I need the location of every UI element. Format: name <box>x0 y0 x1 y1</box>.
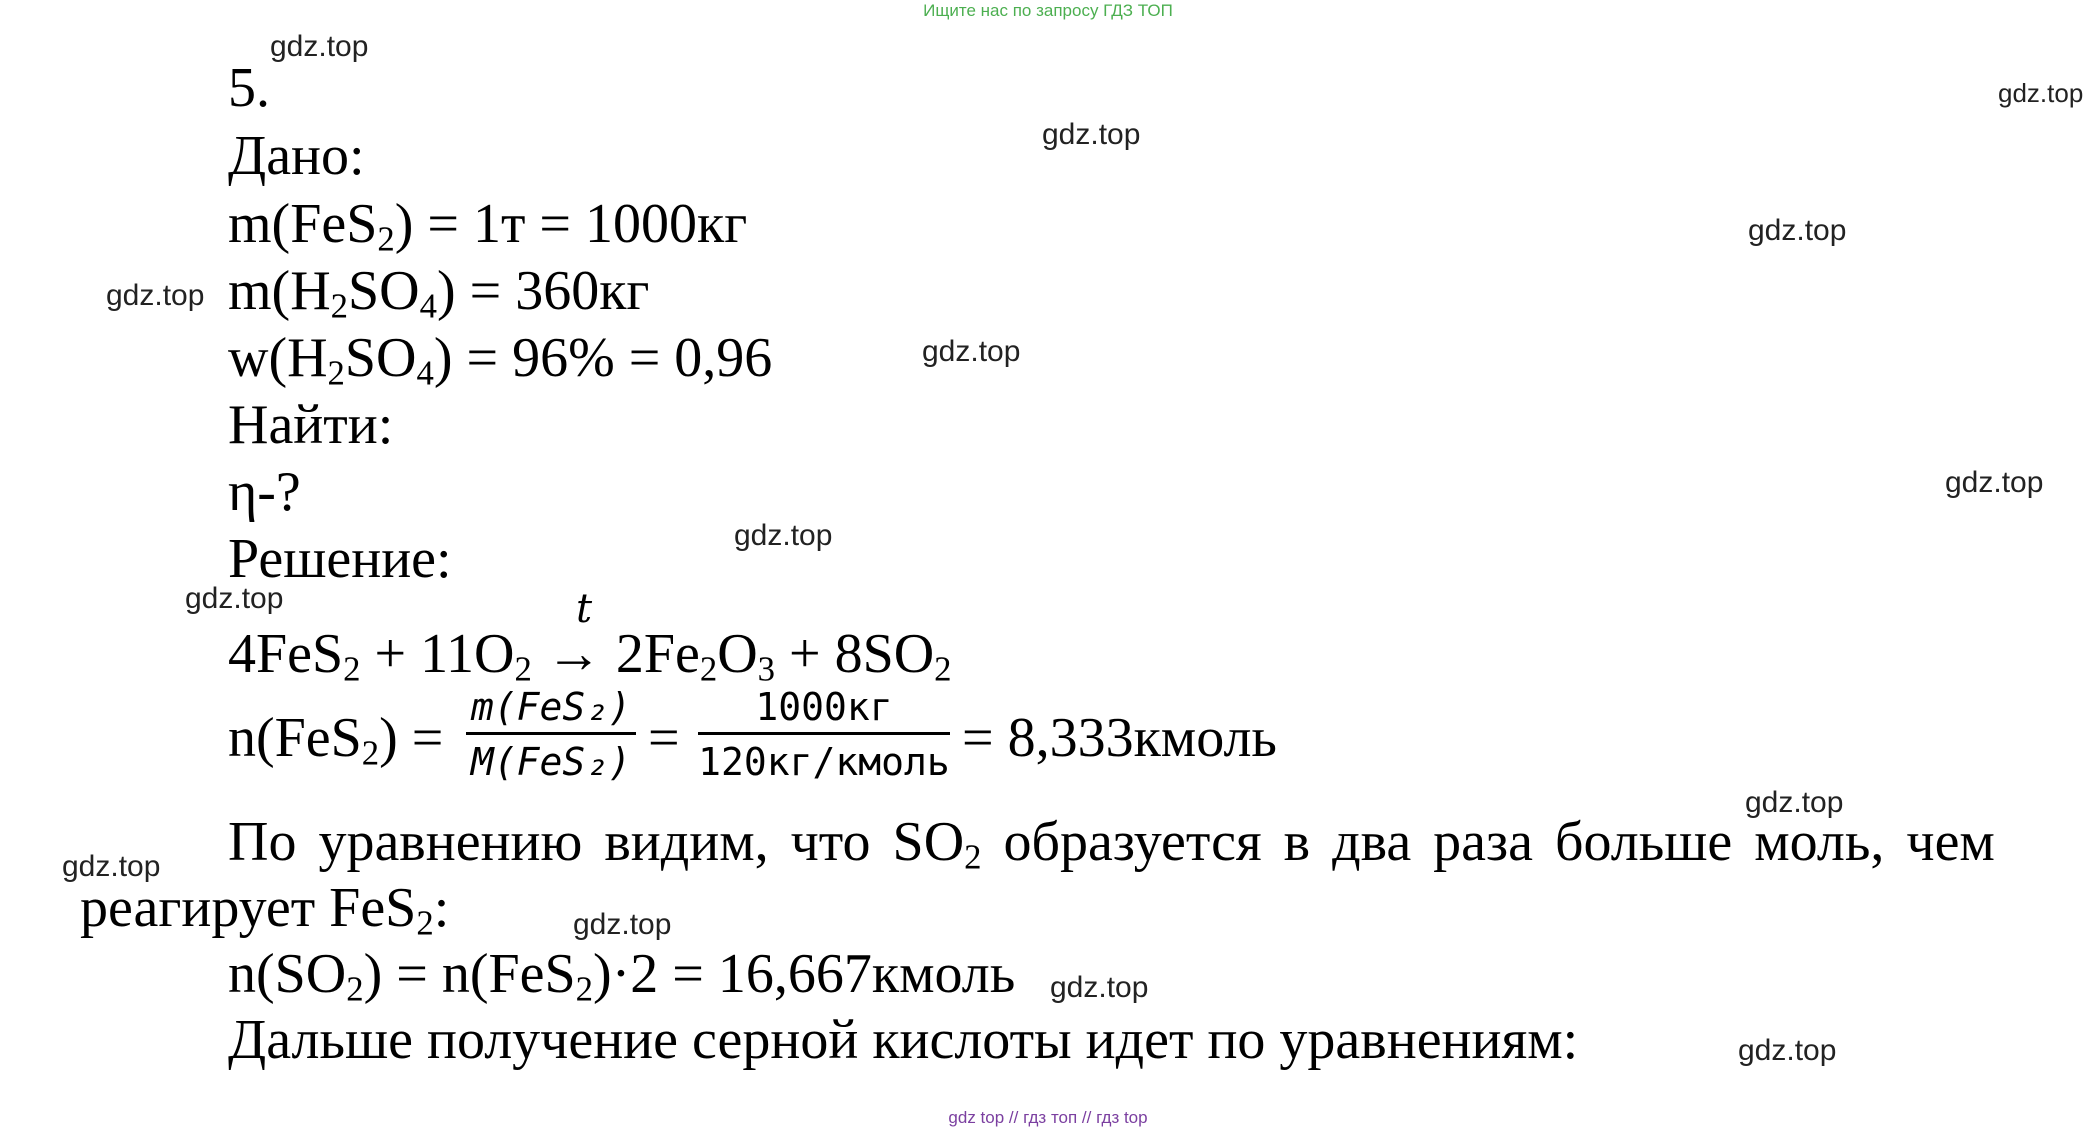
watermark: gdz.top <box>270 30 369 63</box>
fraction-numerator: m(FeS₂) <box>470 685 632 729</box>
given-mass-h2so4-c: ) = 360кг <box>436 260 650 322</box>
eq-part: O <box>717 623 758 685</box>
subscript: 2 <box>377 219 395 259</box>
subscript: 2 <box>343 649 361 689</box>
given-mass-h2so4 <box>228 260 650 326</box>
watermark: gdz.top <box>1748 214 1847 247</box>
watermark: gdz.top <box>185 582 284 615</box>
para-part: По уравнению видим, что SO <box>228 811 965 873</box>
equals-sign: = <box>648 707 680 769</box>
given-mass-fes2-b: ) = 1т = 1000кг <box>394 193 748 255</box>
last-line: Дальше получение серной кислоты идет по уравнениям: <box>228 1009 1579 1071</box>
given-mass-h2so4-b: SO <box>348 260 420 322</box>
n-lhs-a: n(FeS <box>228 707 362 769</box>
nso2-part: )·2 = 16,667кмоль <box>592 943 1016 1005</box>
n-so2-line <box>228 943 1016 1009</box>
subscript: 3 <box>757 649 775 689</box>
watermark: gdz.top <box>573 908 672 941</box>
subscript: 2 <box>416 903 434 943</box>
subscript: 4 <box>416 353 434 393</box>
subscript: 2 <box>514 649 532 689</box>
reaction-condition-label: t <box>576 586 593 632</box>
given-fraction-b: SO <box>344 327 417 389</box>
fraction-bar <box>698 732 950 735</box>
fraction-denominator: 120кг/кмоль <box>698 740 950 784</box>
paragraph-line-2 <box>80 877 450 943</box>
n-fes2-result: = 8,333кмоль <box>962 707 1277 769</box>
paragraph-line-1 <box>228 811 1995 877</box>
given-label: Дано: <box>228 125 365 187</box>
find-label: Найти: <box>228 394 394 456</box>
reaction-equation <box>228 623 952 689</box>
find-value: η-? <box>228 461 301 523</box>
watermark: gdz.top <box>106 279 205 312</box>
subscript: 4 <box>419 286 437 326</box>
n-lhs-b: ) = <box>379 707 444 769</box>
eq-part: + 11O <box>360 623 515 685</box>
watermark: gdz.top <box>734 519 833 552</box>
watermark: gdz.top <box>1998 78 2084 108</box>
para-part: : <box>433 877 450 939</box>
problem-number: 5. <box>228 57 270 119</box>
fraction-bar <box>466 732 636 735</box>
subscript: 2 <box>575 969 593 1009</box>
eq-part: → 2Fe <box>531 623 700 685</box>
bottom-banner[interactable]: gdz top // гдз топ // гдз top <box>948 1108 1148 1127</box>
fraction-values <box>698 685 950 784</box>
given-mass-fes2 <box>228 193 748 259</box>
n-fes2-lhs <box>228 707 444 773</box>
watermark: gdz.top <box>62 850 161 883</box>
solution-label: Решение: <box>228 528 452 590</box>
given-fraction-c: ) = 96% = 0,96 <box>433 327 773 389</box>
subscript: 2 <box>330 286 349 326</box>
top-banner[interactable]: Ищите нас по запросу ГДЗ ТОП <box>923 1 1173 20</box>
given-fraction-a: w(H <box>228 327 328 389</box>
fraction-denominator: M(FeS₂) <box>470 740 632 784</box>
fraction-molar <box>466 685 636 784</box>
watermark: gdz.top <box>1050 971 1149 1004</box>
subscript: 2 <box>699 649 718 689</box>
para-part: образуется в два раза больше моль, чем <box>981 811 1995 873</box>
watermark: gdz.top <box>922 335 1021 368</box>
para-part: реагирует FeS <box>80 877 417 939</box>
nso2-part: ) = n(FeS <box>363 943 576 1005</box>
watermark: gdz.top <box>1738 1034 1837 1067</box>
subscript: 2 <box>346 969 364 1009</box>
fraction-numerator: 1000кг <box>755 685 893 729</box>
eq-part: 4FeS <box>228 623 344 685</box>
subscript: 2 <box>934 649 952 689</box>
nso2-part: n(SO <box>228 943 347 1005</box>
watermark: gdz.top <box>1945 466 2044 499</box>
given-mass-fes2-a: m(FeS <box>228 193 378 255</box>
given-fraction-h2so4 <box>228 327 773 393</box>
watermark: gdz.top <box>1042 118 1141 151</box>
subscript: 2 <box>327 353 345 393</box>
given-mass-h2so4-a: m(H <box>228 260 331 322</box>
subscript: 2 <box>361 733 380 773</box>
watermark: gdz.top <box>1745 786 1844 819</box>
eq-part: + 8SO <box>775 623 935 685</box>
subscript: 2 <box>964 837 982 877</box>
